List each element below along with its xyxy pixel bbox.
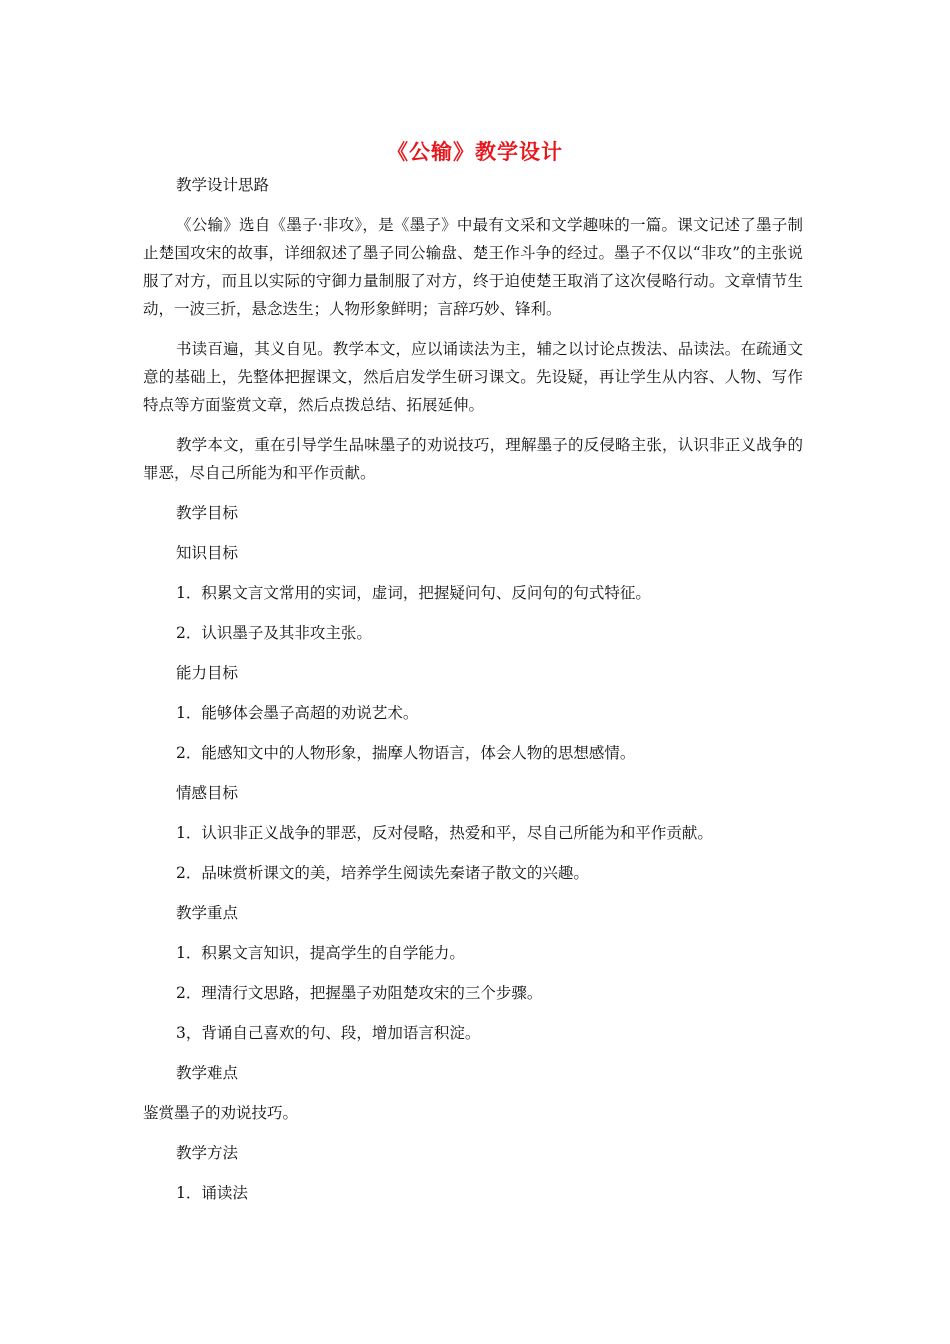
subheading-emotional-objectives: 情感目标 [176,784,239,802]
section-heading-design-approach: 教学设计思路 [176,176,270,194]
list-item: 1．积累文言文常用的实词，虚词，把握疑问句、反问句的句式特征。 [176,584,651,602]
list-item: 3，背诵自己喜欢的句、段，增加语言积淀。 [176,1024,481,1042]
section-heading-difficulties: 教学难点 [176,1064,239,1082]
list-item: 2．认识墨子及其非攻主张。 [176,624,372,642]
list-item: 2．品味赏析课文的美，培养学生阅读先秦诸子散文的兴趣。 [176,864,589,882]
section-heading-objectives: 教学目标 [176,504,239,522]
subheading-ability-objectives: 能力目标 [176,664,239,682]
list-item: 1．认识非正义战争的罪恶，反对侵略，热爱和平，尽自己所能为和平作贡献。 [176,824,713,842]
paragraph-teaching-method: 书读百遍，其义自见。教学本文，应以诵读法为主，辅之以讨论点拨法、品读法。在疏通文意的基础上，先整体把握课文，然后启发学生研习课文。先设疑，再让学生从内容、人物、写作特点等方面鉴赏文章，然后点拨总结、拓展延伸。 [143,340,803,414]
list-item: 2．能感知文中的人物形象，揣摩人物语言，体会人物的思想感情。 [176,744,636,762]
section-heading-key-points: 教学重点 [176,904,239,922]
paragraph-difficulty: 鉴赏墨子的劝说技巧。 [143,1104,299,1122]
paragraph-teaching-focus: 教学本文，重在引导学生品味墨子的劝说技巧，理解墨子的反侵略主张，认识非正义战争的罪恶，尽自己所能为和平作贡献。 [143,436,803,482]
subheading-knowledge-objectives: 知识目标 [176,544,239,562]
document-body [143,171,803,1207]
list-item: 1．能够体会墨子高超的劝说艺术。 [176,704,419,722]
list-item: 1．积累文言知识，提高学生的自学能力。 [176,944,465,962]
document-title: 《公输》教学设计 [387,140,563,164]
section-heading-methods: 教学方法 [176,1144,239,1162]
list-item: 2．理清行文思路，把握墨子劝阻楚攻宋的三个步骤。 [176,984,543,1002]
paragraph-introduction: 《公输》选自《墨子·非攻》，是《墨子》中最有文采和文学趣味的一篇。课文记述了墨子制止楚国攻宋的故事，详细叙述了墨子同公输盘、楚王作斗争的经过。墨子不仅以“非攻”的主张说服了对方，而且以实际的守御力量制服了对方，终于迫使楚王取消了这次侵略行动。文章情节生动，一波三折，悬念迭生；人物形象鲜明；言辞巧妙、锋利。 [143,216,803,318]
list-item: 1．诵读法 [176,1184,248,1202]
